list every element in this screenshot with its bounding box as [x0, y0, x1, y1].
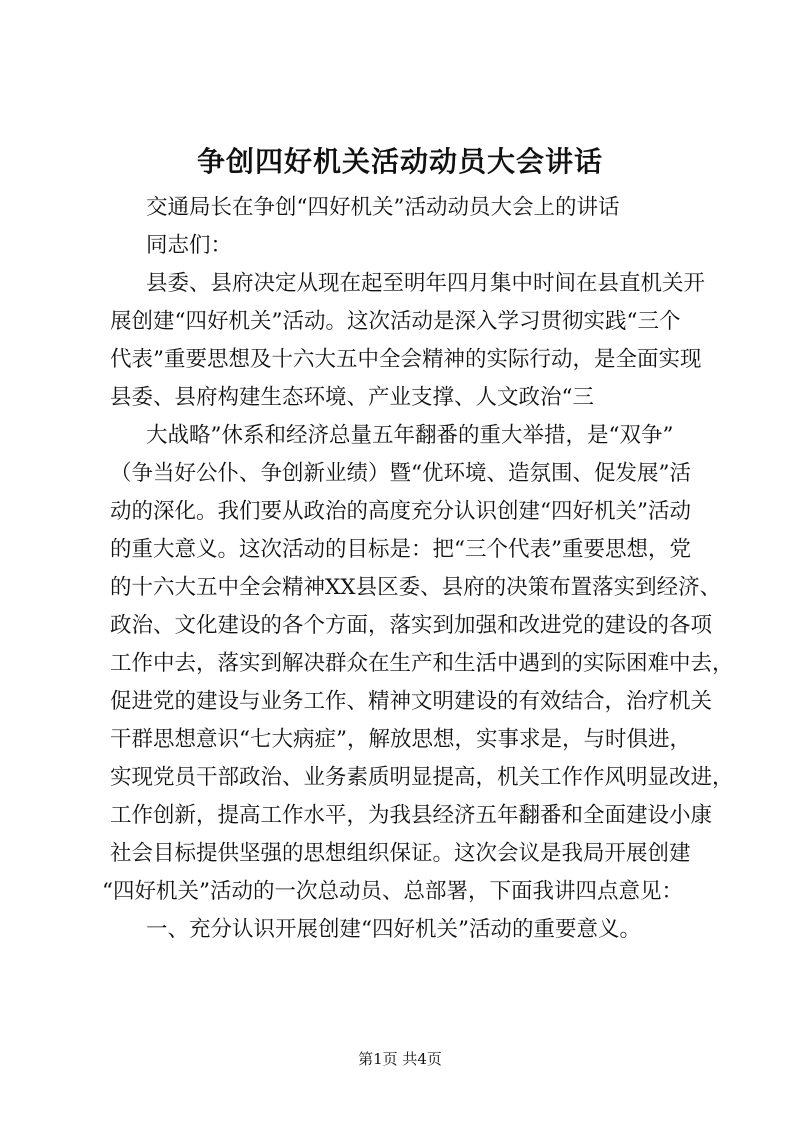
body-line: 大战略”休系和经济总量五年翻番的重大举措，是“双争”: [146, 423, 674, 448]
page-number: 第1页 共4页: [358, 1050, 442, 1068]
body-line: 代表”重要思想及十六大五中全会精神的实际行动，是全面实现: [110, 347, 702, 372]
body-line: 社会目标提供坚强的思想组织保证。这次会议是我局开展创建: [110, 841, 691, 866]
body-line: （争当好公仆、争创新业绩）暨“优环境、造氛围、促发展”活: [110, 461, 691, 486]
subtitle-line: 交通局长在争创“四好机关”活动动员大会上的讲话: [146, 195, 620, 220]
body-line: 工作创新，提高工作水平，为我县经济五年翻番和全面建设小康: [110, 803, 713, 828]
body-line: “四好机关”活动的一次总动员、总部署，下面我讲四点意见：: [102, 879, 683, 904]
section-heading: 一、充分认识开展创建“四好机关”活动的重要意义。: [146, 917, 641, 942]
body-line: 政治、文化建设的各个方面，落实到加强和改进党的建设的各项: [110, 613, 713, 638]
body-line: 工作中去，落实到解决群众在生产和生活中遇到的实际困难中去，: [110, 651, 734, 676]
body-line: 动的深化。我们要从政治的高度充分认识创建“四好机关”活动: [110, 499, 691, 524]
body-line: 县委、县府决定从现在起至明年四月集中时间在县直机关开: [146, 271, 706, 296]
body-line: 的十六大五中全会精神XX县区委、县府的决策布置落实到经济、: [110, 575, 722, 600]
body-line: 干群思想意识“七大病症”，解放思想，实事求是，与时俱进，: [110, 727, 691, 752]
body-line: 促进党的建设与业务工作、精神文明建设的有效结合，治疗机关: [110, 689, 713, 714]
body-line: 县委、县府构建生态环境、产业支撑、人文政治“三: [110, 385, 594, 410]
document-title: 争创四好机关活动动员大会讲话: [196, 145, 603, 178]
body-line: 的重大意义。这次活动的目标是：把“三个代表”重要思想，党: [110, 537, 691, 562]
body-line: 实现党员干部政治、业务素质明显提高，机关工作作风明显改进，: [110, 765, 734, 790]
body-line: 展创建“四好机关”活动。这次活动是深入学习贯彻实践“三个: [110, 309, 681, 334]
salutation-line: 同志们：: [146, 233, 233, 258]
